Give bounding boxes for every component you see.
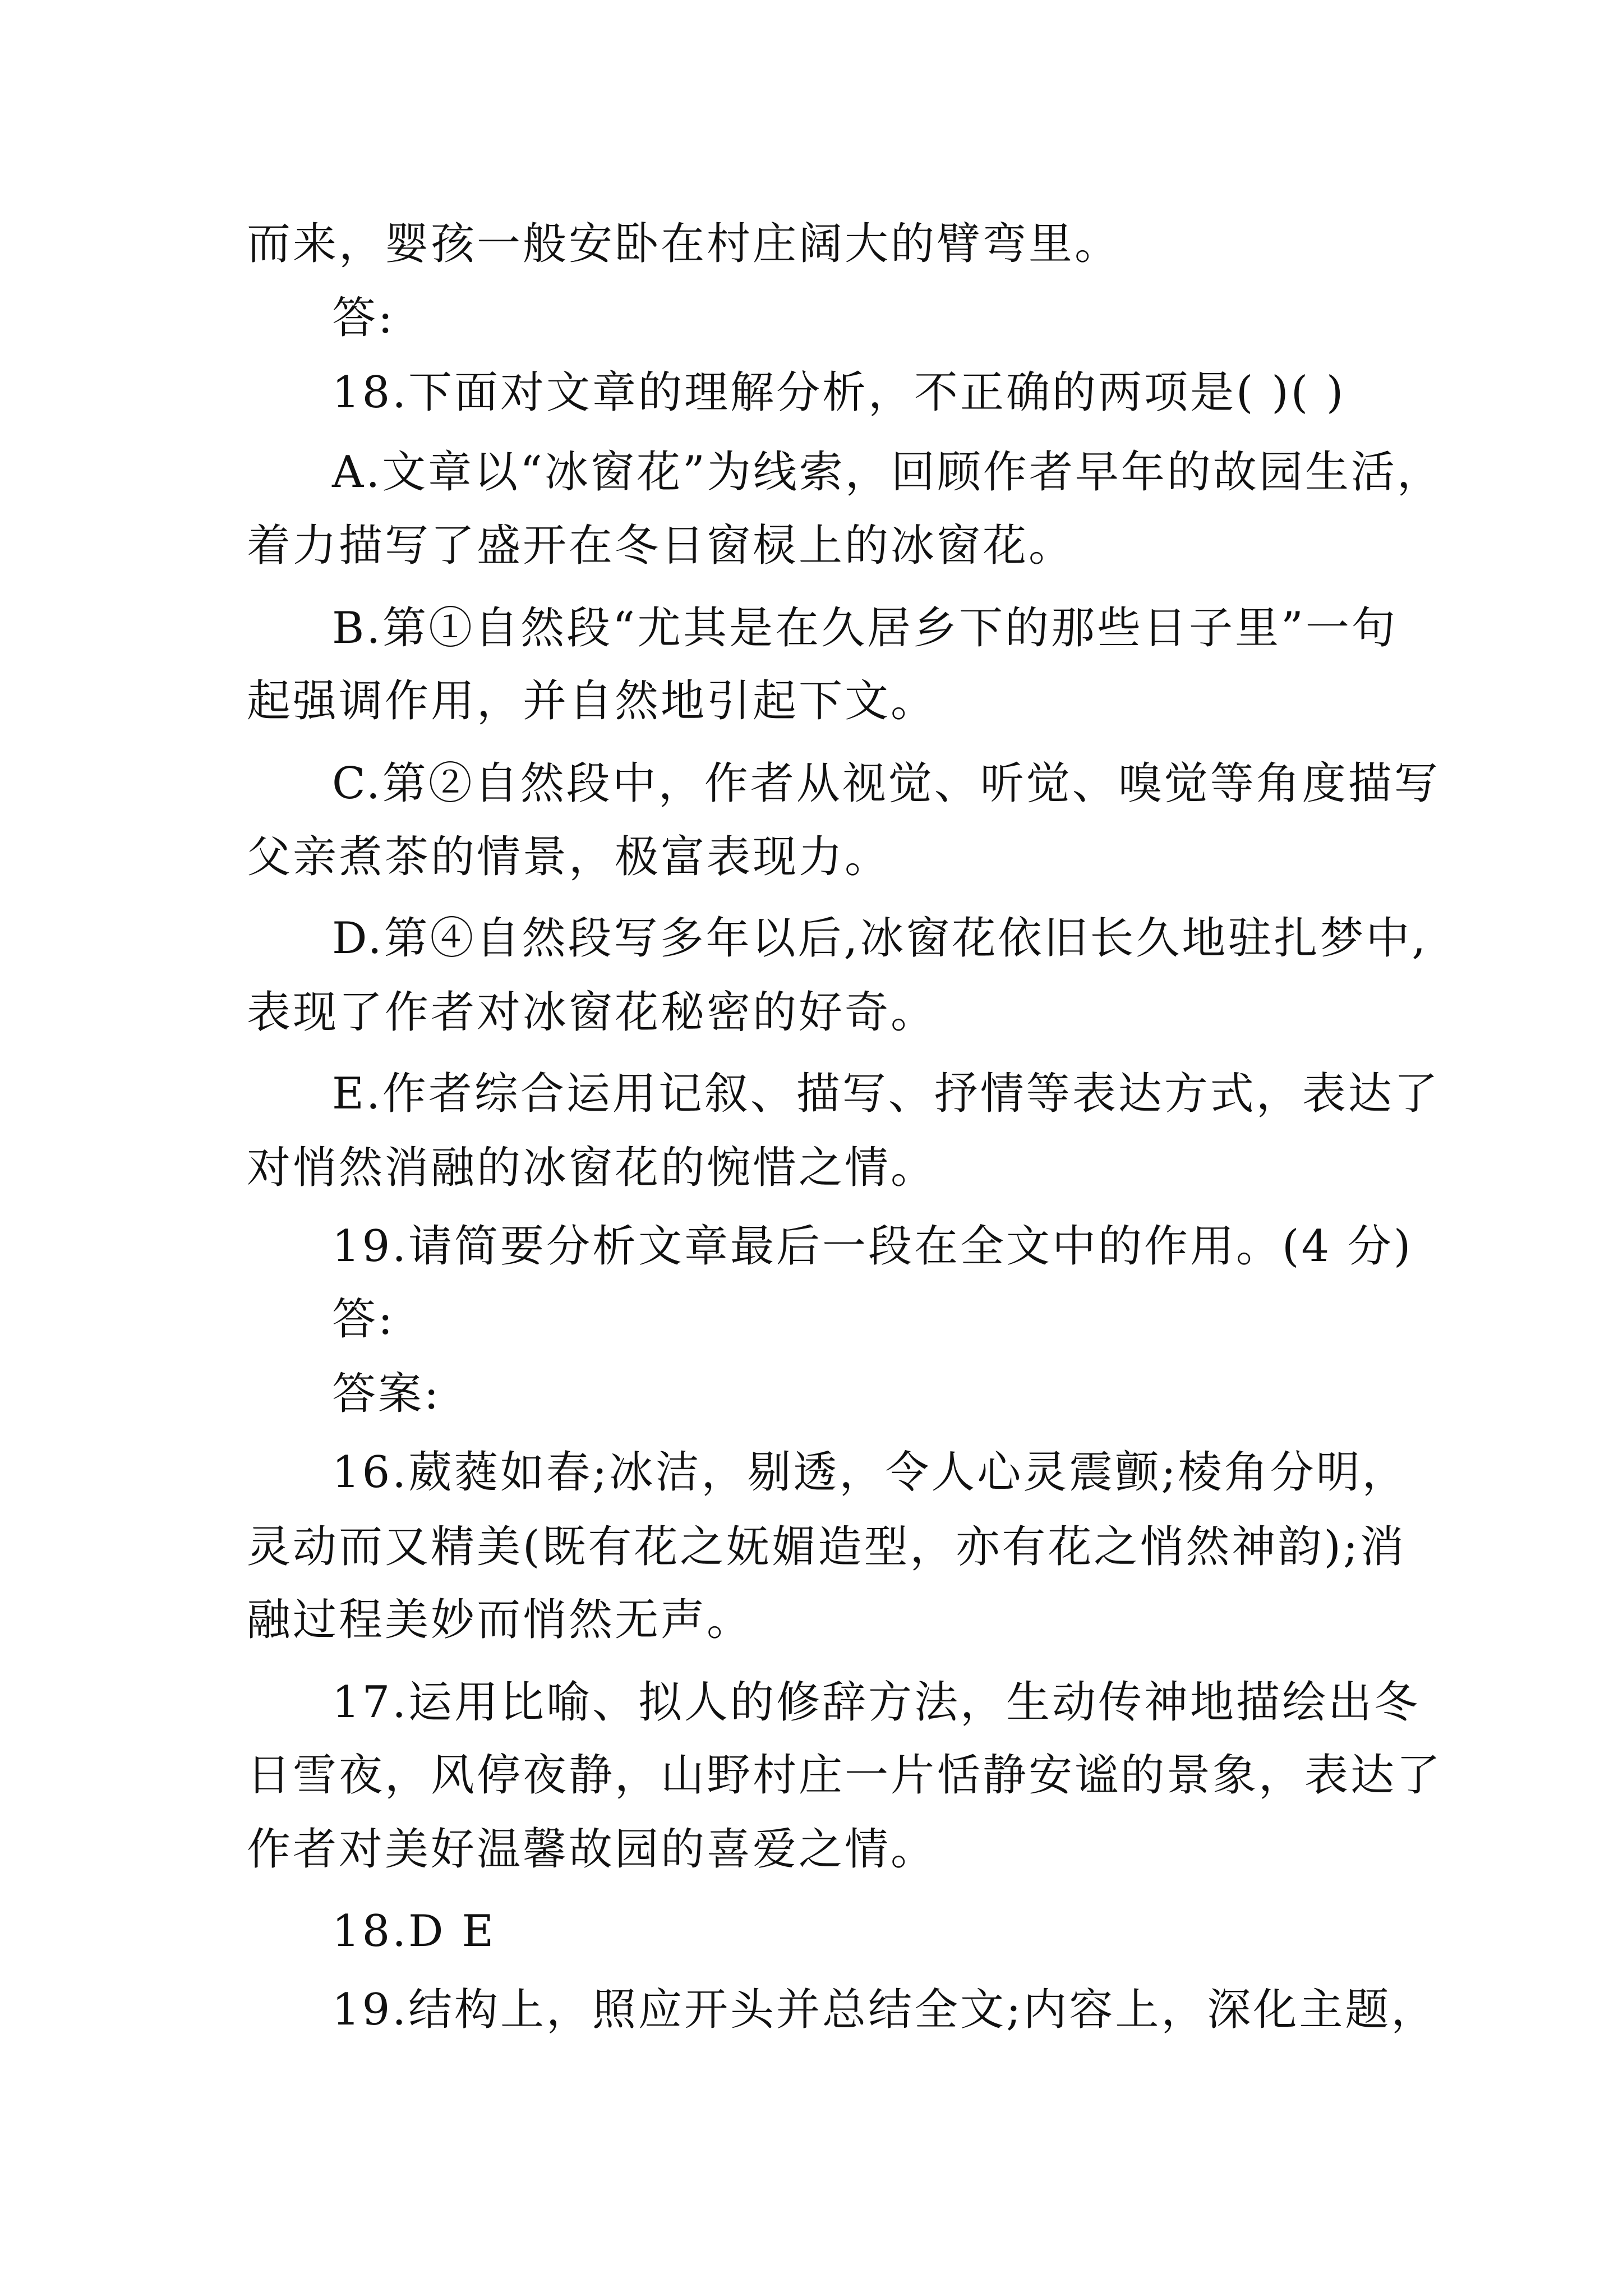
option-a: A.文章以“冰窗花”为线索，回顾作者早年的故园生活， [332, 447, 1443, 498]
option-c-continued: 父亲煮茶的情景，极富表现力。 [247, 832, 891, 882]
option-b-continued: 起强调作用，并自然地引起下文。 [247, 676, 937, 726]
option-d-continued: 表现了作者对冰窗花秘密的好奇。 [247, 987, 937, 1038]
question-18: 18.下面对文章的理解分析，不正确的两项是( )( ) [332, 367, 1346, 418]
answer-17: 17.运用比喻、拟人的修辞方法，生动传神地描绘出冬 [332, 1677, 1421, 1728]
answer-label: 答: [332, 293, 395, 343]
option-e-continued: 对悄然消融的冰窗花的惋惜之情。 [247, 1143, 937, 1193]
answer-19: 19.结构上，照应开头并总结全文;内容上，深化主题， [332, 1985, 1437, 2035]
option-c: C.第②自然段中，作者从视觉、听觉、嗅觉等角度描写 [332, 758, 1440, 809]
option-d: D.第④自然段写多年以后,冰窗花依旧长久地驻扎梦中, [332, 913, 1428, 964]
option-b: B.第①自然段“尤其是在久居乡下的那些日子里”一句 [332, 603, 1398, 654]
answer-16: 16.葳蕤如春;冰洁，剔透，令人心灵震颤;棱角分明， [332, 1447, 1408, 1498]
answer-17-continued: 日雪夜，风停夜静，山野村庄一片恬静安谧的景象，表达了 [247, 1750, 1443, 1801]
question-19: 19.请简要分析文章最后一段在全文中的作用。(4 分) [332, 1221, 1413, 1272]
answer-16-continued: 融过程美妙而悄然无声。 [247, 1595, 753, 1645]
text-line: 而来，婴孩一般安卧在村庄阔大的臂弯里。 [247, 219, 1121, 269]
answer-17-continued: 作者对美好温馨故园的喜爱之情。 [247, 1824, 937, 1875]
option-a-continued: 着力描写了盛开在冬日窗棂上的冰窗花。 [247, 521, 1075, 571]
answer-label: 答: [332, 1294, 395, 1345]
answer-16-continued: 灵动而又精美(既有花之妩媚造型，亦有花之悄然神韵);消 [247, 1522, 1407, 1572]
answer-18: 18.D E [332, 1906, 496, 1957]
answers-heading: 答案: [332, 1369, 441, 1419]
option-e: E.作者综合运用记叙、描写、抒情等表达方式，表达了 [332, 1069, 1440, 1119]
